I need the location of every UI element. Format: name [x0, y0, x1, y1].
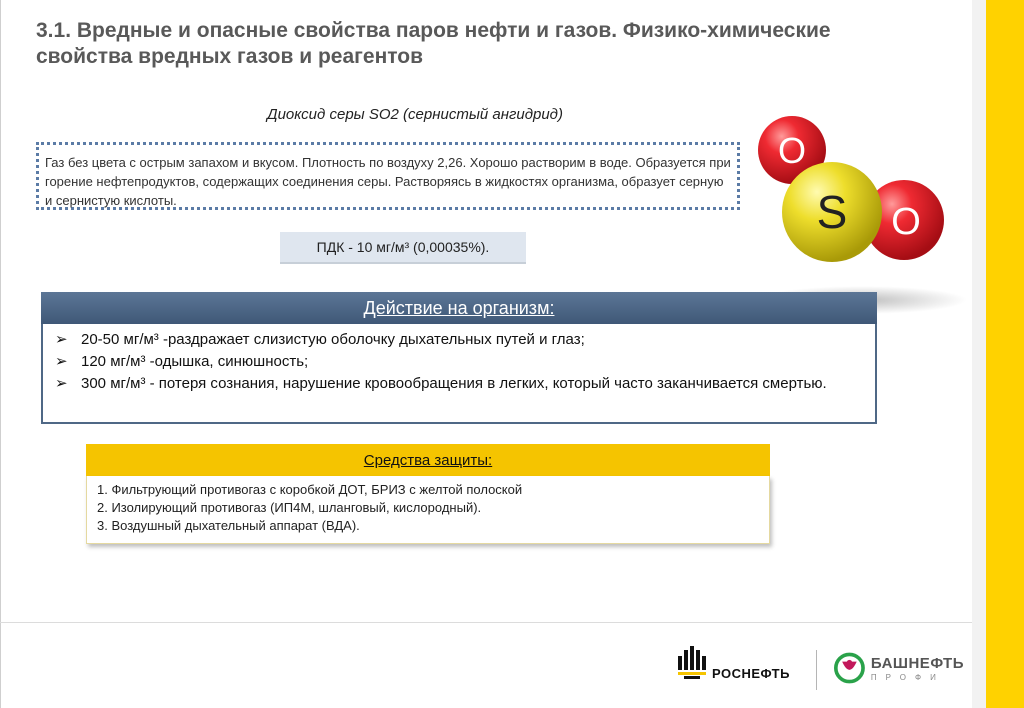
action-list-box — [41, 324, 877, 424]
action-item-text: 120 мг/м³ -одышка, синюшность; — [81, 353, 309, 370]
bashneft-wordmark — [871, 655, 964, 682]
list-item — [55, 373, 865, 395]
protection-header — [86, 444, 770, 476]
bullet-arrow-icon: ➢ — [55, 331, 68, 348]
list-item — [55, 329, 865, 351]
rosneft-mark-icon — [676, 644, 710, 684]
footer-divider — [0, 622, 972, 623]
side-strip — [972, 0, 986, 708]
sulfur-label: S — [816, 186, 848, 238]
action-header-label: Действие на организм: — [363, 297, 555, 318]
oxygen-right-label: O — [891, 201, 921, 243]
bashneft-sub: ПРОФИ — [870, 672, 945, 682]
action-item-text: 20-50 мг/м³ -раздражает слизистую оболочку дыхательных путей и глаз; — [81, 331, 585, 348]
bullet-arrow-icon: ➢ — [55, 353, 68, 370]
list-item: 2. Изолирующий противогаз (ИП4М, шланговый, кислородный). — [97, 500, 482, 515]
logo-divider — [816, 650, 817, 690]
substance-subtitle: Диоксид серы SO2 (сернистый ангидрид) — [267, 106, 563, 123]
rosneft-logo — [676, 642, 796, 686]
list-item: 1. Фильтрующий противогаз с коробкой ДОТ, БРИЗ с желтой полоской — [97, 482, 523, 497]
rosneft-wordmark: РОСНЕФТЬ — [712, 665, 790, 681]
action-item-text: 300 мг/м³ - потеря сознания, нарушение кровообращения в легких, который часто заканчивается смертью. — [81, 375, 827, 392]
slide-border — [0, 0, 1, 708]
action-list — [55, 329, 865, 395]
oxygen-left-label: O — [777, 130, 807, 171]
list-item: 3. Воздушный дыхательный аппарат (ВДА). — [97, 518, 360, 533]
list-item — [55, 351, 865, 373]
action-header — [41, 292, 877, 324]
bullet-arrow-icon: ➢ — [55, 375, 68, 392]
description-box — [36, 142, 740, 210]
bashneft-logo — [834, 648, 964, 688]
page-title: 3.1. Вредные и опасные свойства паров нефти и газов. Физико-химические свойства вредных газов и реагентов — [36, 19, 831, 68]
protection-list-box — [86, 476, 770, 544]
accent-bar — [986, 0, 1024, 708]
pdk-label: ПДК - 10 мг/м³ (0,00035%). — [280, 232, 526, 264]
protection-header-label: Средства защиты: — [363, 451, 493, 469]
bashneft-mark-icon — [834, 651, 865, 685]
description-text: Газ без цвета с острым запахом и вкусом. Плотность по воздуху 2,26. Хорошо растворим в воде. Образуется при горение нефтепродуктов, содержащих соединения серы. Растворяясь в жидкостях организма, образует серную и сернистую кислоты. — [45, 155, 731, 208]
bashneft-name: БАШНЕФТЬ — [870, 654, 964, 672]
